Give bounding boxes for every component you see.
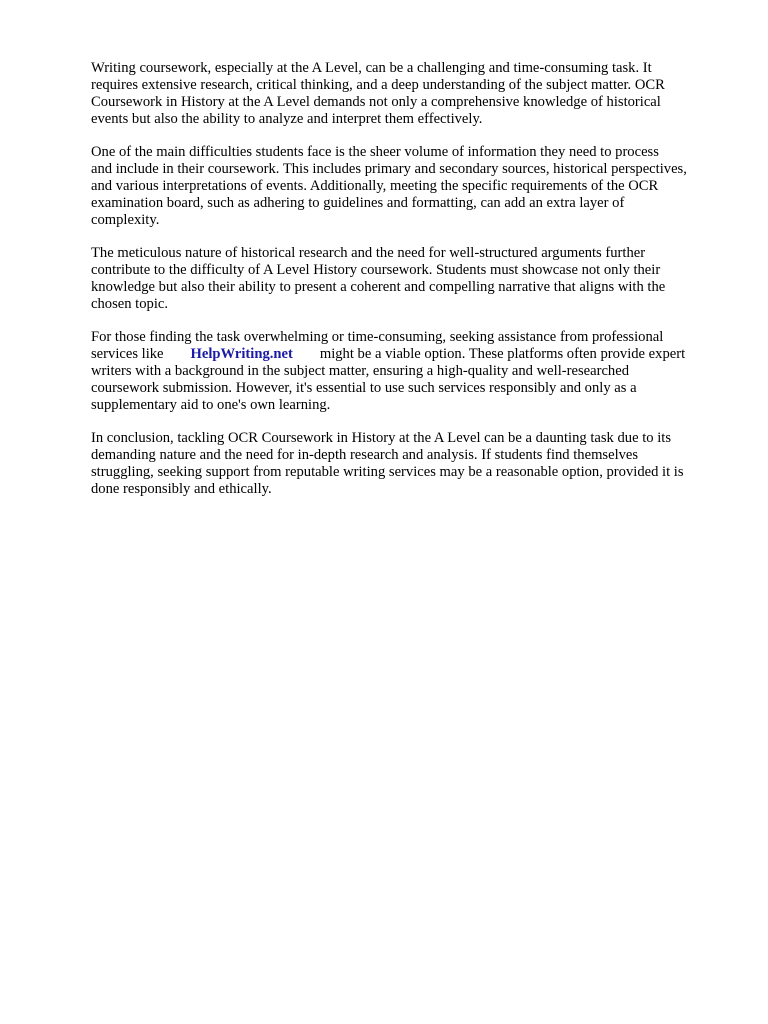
paragraph-conclusion: In conclusion, tackling OCR Coursework in History at the A Level can be a daunting task due to its demanding nature and the need for in-depth research and analysis. If students find themselves struggling, seeking support from reputable writing services may be a reasonable option, provided it is done responsibly and ethically. (91, 430, 684, 497)
paragraph-assistance-text-after: might be a viable option. These platforms often provide expert writers with a background in the subject matter, ensuring a high-quality and well-researched coursework submission. However, it's essential to use such services responsibly and only as a supplementary aid to one's own learning. (91, 346, 686, 413)
paragraph-research: The meticulous nature of historical research and the need for well-structured arguments further contribute to the difficulty of A Level History coursework. Students must showcase not only their knowledge but also their ability to present a coherent and compelling narrative that aligns with the chosen topic. (91, 245, 666, 312)
paragraph-difficulties: One of the main difficulties students face is the sheer volume of information they need to process and include in their coursework. This includes primary and secondary sources, historical perspectives, and various interpretations of events. Additionally, meeting the specific requirements of the OCR examination board, such as adhering to guidelines and formatting, can add an extra layer of complexity. (91, 144, 687, 228)
paragraph-assistance-text-before: For those finding the task overwhelming or time-consuming, seeking assistance from professional services like (91, 329, 664, 362)
paragraph-intro: Writing coursework, especially at the A Level, can be a challenging and time-consuming task. It requires extensive research, critical thinking, and a deep understanding of the subject matter. OCR Coursework in History at the A Level demands not only a comprehensive knowledge of historical events but also the ability to analyze and interpret them effectively. (91, 60, 665, 127)
helpwriting-link[interactable]: HelpWriting.net (190, 346, 293, 362)
paragraph-assistance (91, 329, 731, 414)
document-body (91, 60, 731, 514)
